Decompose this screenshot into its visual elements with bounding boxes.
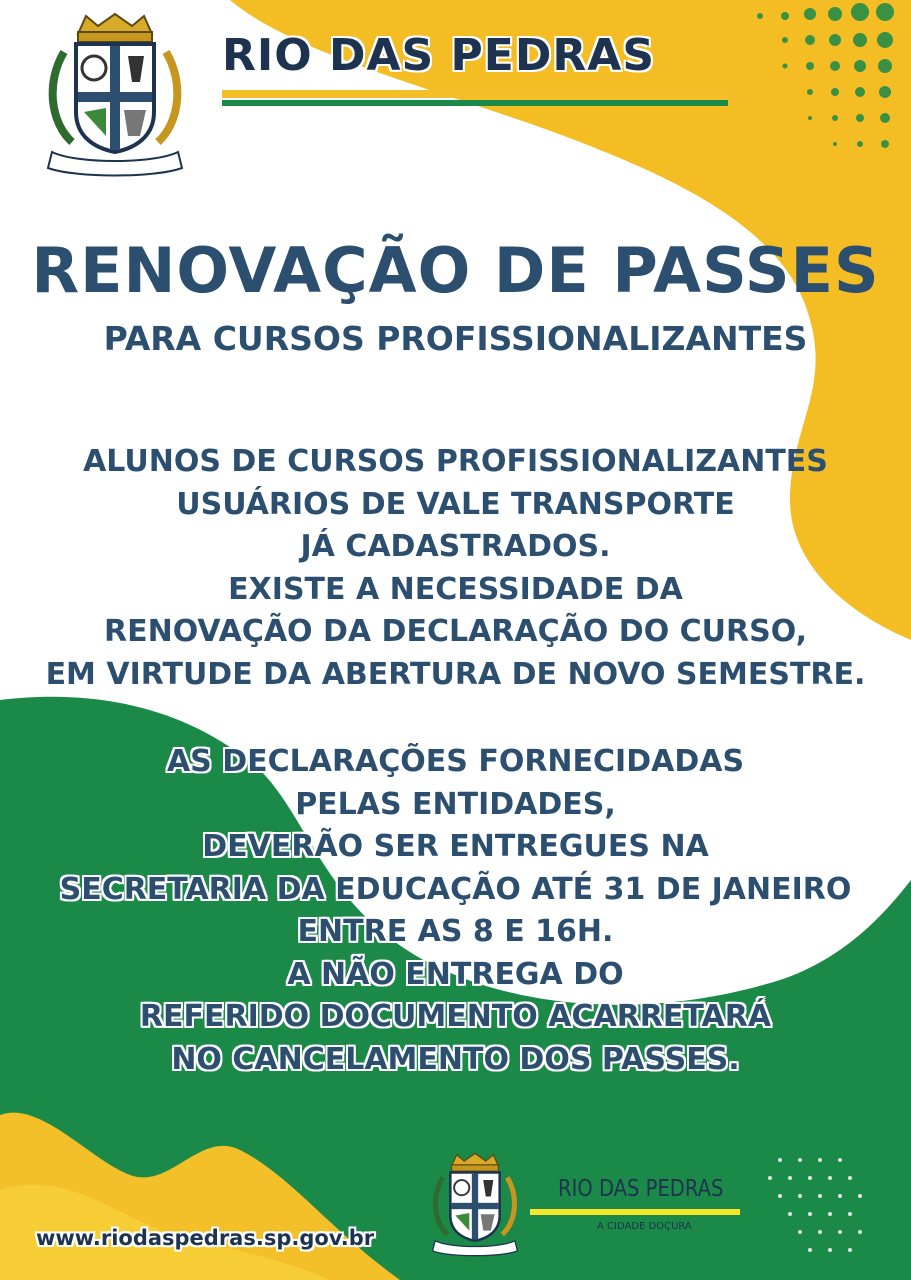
paragraph-line: JÁ CADASTRADOS. [300, 529, 611, 564]
paragraph-line: REFERIDO DOCUMENTO ACARRETARÁ [139, 999, 772, 1034]
footer-city-name: RIO DAS PEDRAS [558, 1176, 724, 1202]
paragraph-line: DEVERÃO SER ENTREGUES NA [202, 829, 709, 864]
paragraph-line: RENOVAÇÃO DA DECLARAÇÃO DO CURSO, [104, 614, 807, 649]
notice-title: RENOVAÇÃO DE PASSES [31, 234, 880, 307]
municipal-coat-of-arms-icon [36, 12, 194, 182]
paragraph-line: PELAS ENTIDADES, [295, 786, 616, 822]
footer-divider [530, 1209, 740, 1215]
header-divider-green [222, 100, 728, 106]
paragraph-line: EM VIRTUDE DA ABERTURA DE NOVO SEMESTRE. [45, 656, 866, 692]
paragraph-line: A NÃO ENTREGA DO [287, 956, 624, 992]
footer-tagline: A CIDADE DOÇURA [597, 1221, 692, 1232]
notice-paragraph-2 [0, 741, 911, 1081]
header-city-name: RIO DAS PEDRAS [222, 30, 656, 81]
notice-paragraph-1 [0, 441, 911, 696]
paragraph-line: ALUNOS DE CURSOS PROFISSIONALIZANTES [83, 444, 828, 479]
paragraph-line: SECRETARIA DA EDUCAÇÃO ATÉ 31 DE JANEIRO [59, 871, 852, 907]
paragraph-line: EXISTE A NECESSIDADE DA [228, 571, 683, 607]
paragraph-line: AS DECLARAÇÕES FORNECIDADAS [166, 744, 745, 779]
paragraph-line: USUÁRIOS DE VALE TRANSPORTE [176, 486, 735, 522]
paragraph-line: ENTRE AS 8 E 16H. [297, 914, 614, 949]
footer-coat-of-arms-icon [425, 1152, 525, 1260]
notice-subtitle: PARA CURSOS PROFISSIONALIZANTES [103, 319, 808, 358]
header-divider-yellow [222, 90, 728, 98]
website-link[interactable]: www.riodaspedras.sp.gov.br [36, 1226, 375, 1250]
paragraph-line: NO CANCELAMENTO DOS PASSES. [171, 1041, 740, 1077]
